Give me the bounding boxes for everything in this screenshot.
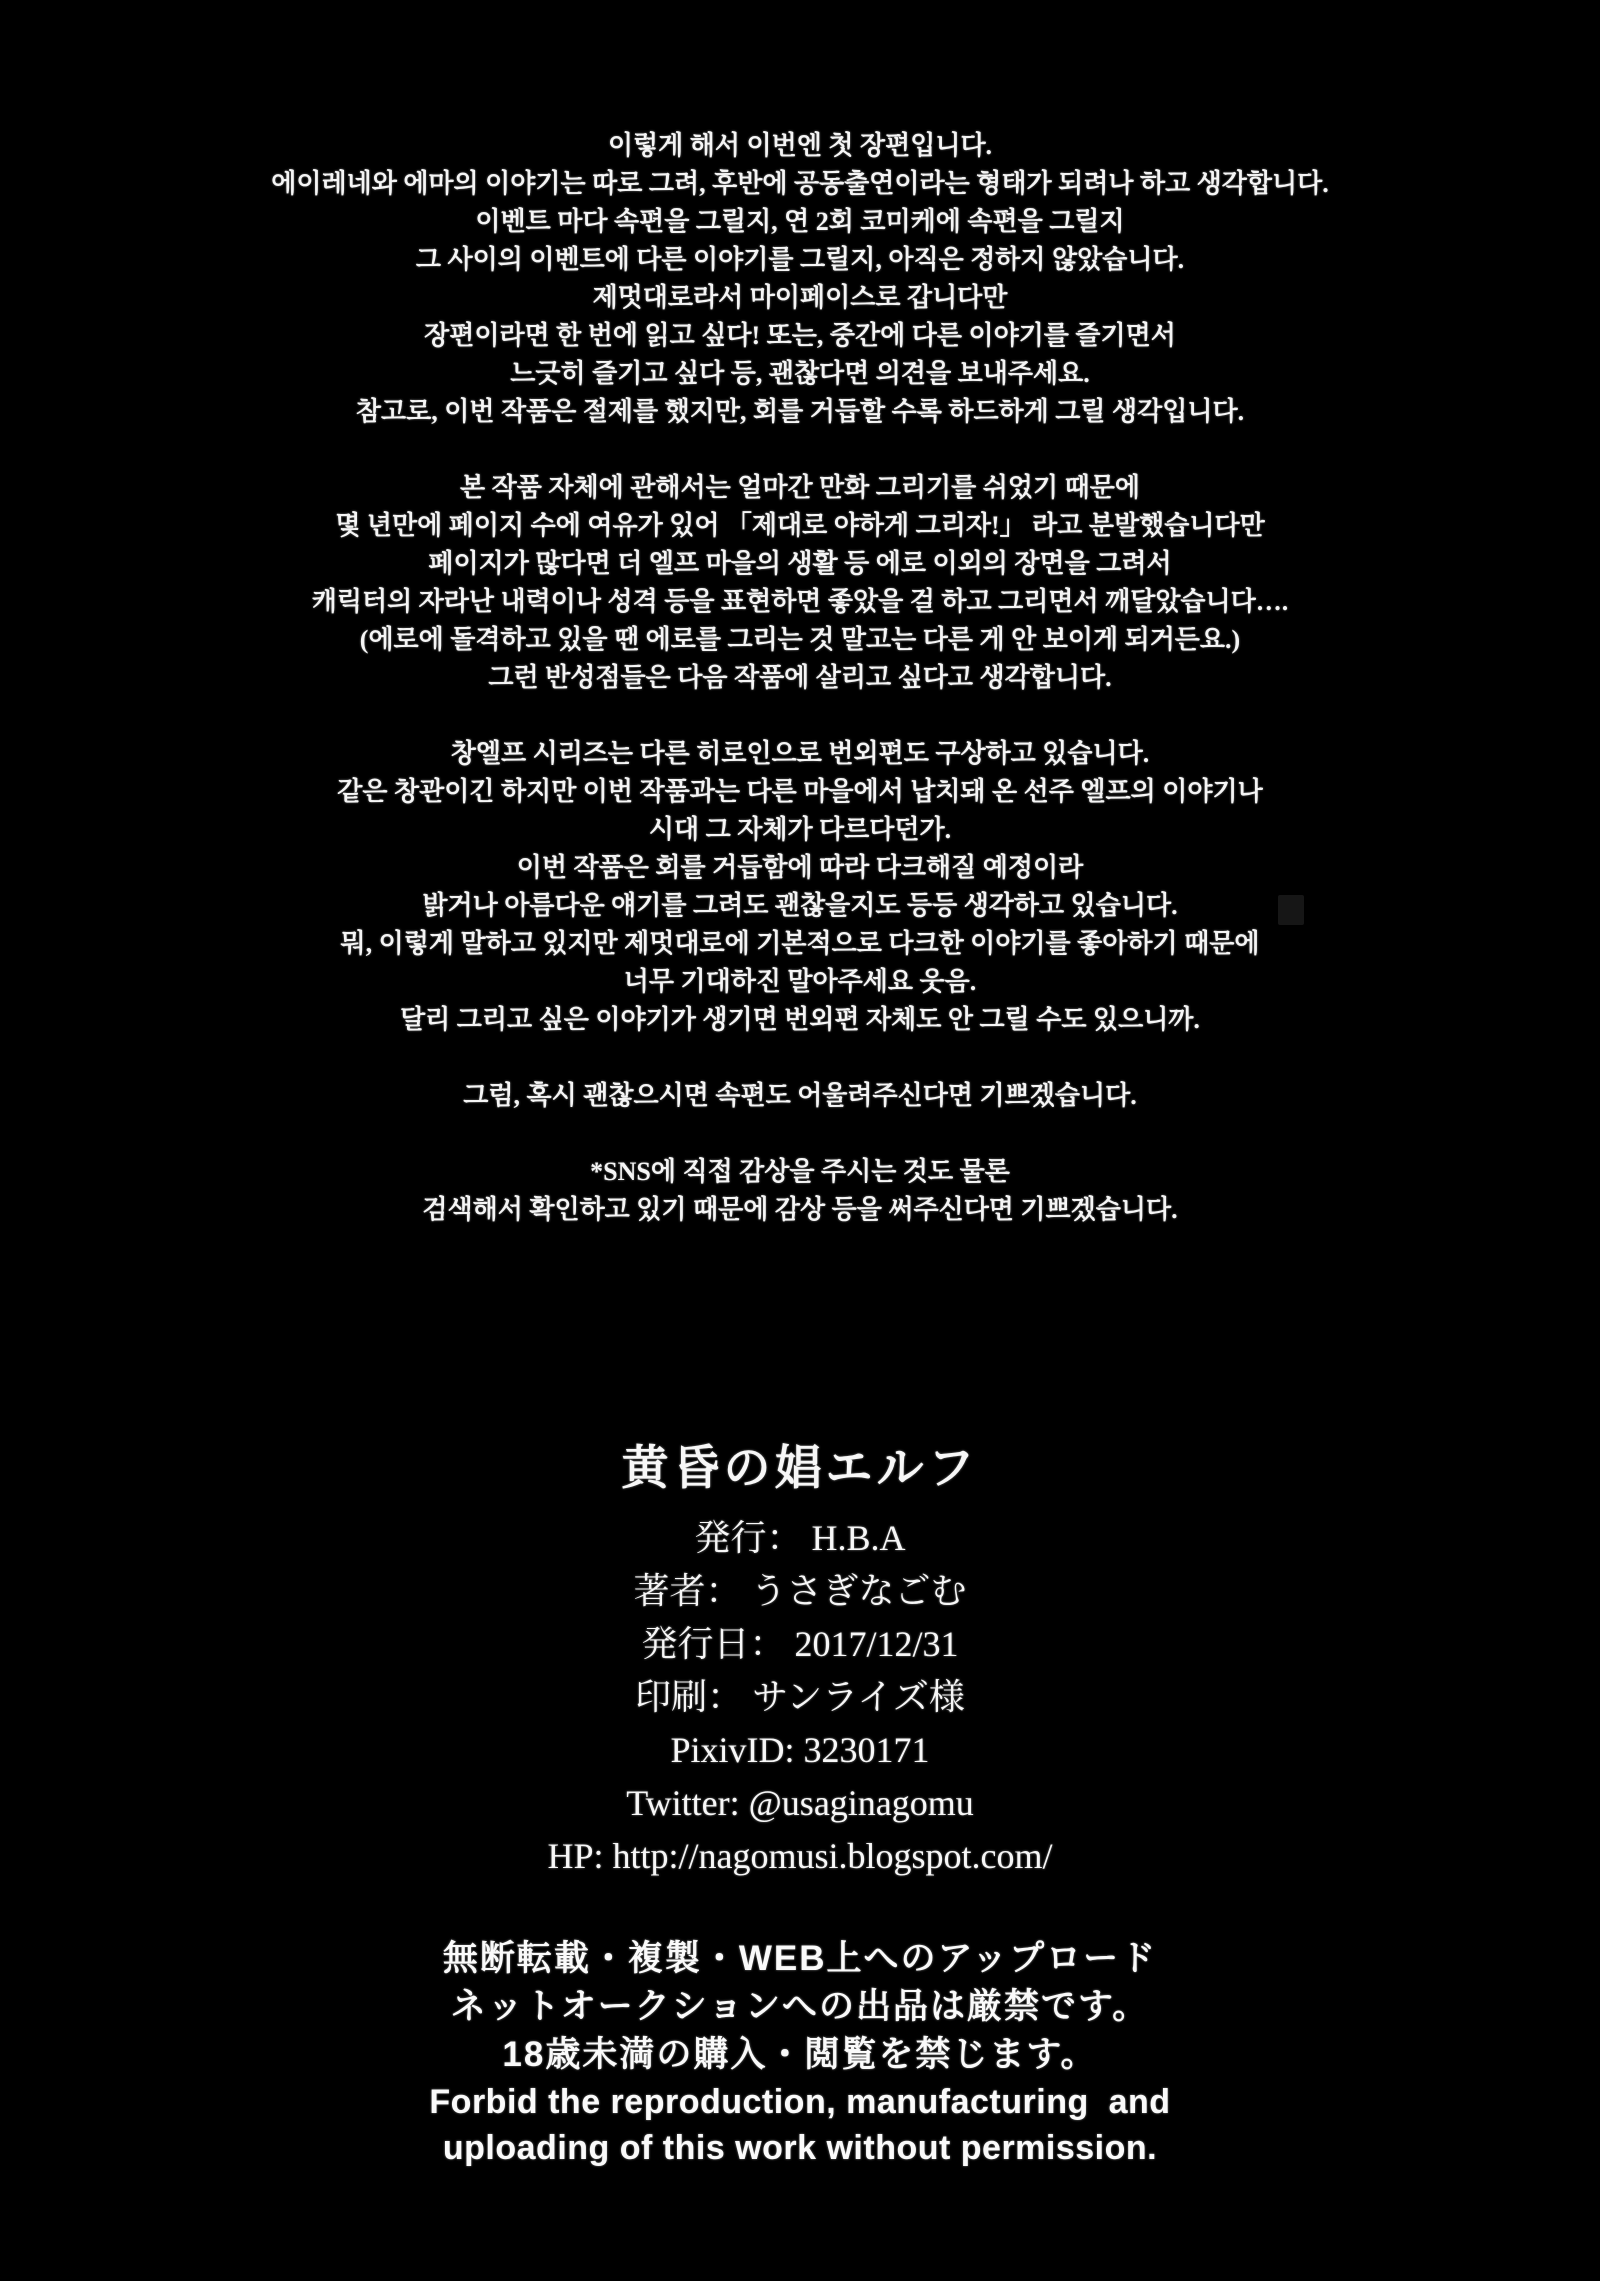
warning-line-jp: 無断転載・複製・WEB上へのアップロード (442, 1939, 1158, 1978)
afterword-line: 참고로, 이번 작품은 절제를 했지만, 회를 거듭할 수록 하드하게 그릴 생각입니다. (355, 397, 1245, 426)
afterword-paragraph-4 (0, 1077, 1600, 1115)
credit-twitter: Twitter: @usaginagomu (626, 1783, 974, 1823)
afterword-line: 장편이라면 한 번에 읽고 싶다! 또는, 중간에 다른 이야기를 즐기면서 (424, 321, 1176, 350)
afterword-paragraph-3 (0, 735, 1600, 1039)
afterword-line: 시대 그 자체가 다르다던가. (648, 815, 952, 844)
afterword-line: 밝거나 아름다운 얘기를 그려도 괜찮을지도 등등 생각하고 있습니다. (422, 891, 1178, 920)
afterword-paragraph-1 (0, 127, 1600, 431)
afterword-line: 페이지가 많다면 더 엘프 마을의 생활 등 에로 이외의 장면을 그려서 (428, 549, 1172, 578)
credit-author: 著者： うさぎなごむ (633, 1571, 967, 1611)
afterword-line: 이렇게 해서 이번엔 첫 장편입니다. (607, 131, 993, 160)
afterword-line: 제멋대로라서 마이페이스로 갑니다만 (592, 283, 1008, 312)
afterword-line: 이번 작품은 회를 거듭함에 따라 다크해질 예정이라 (516, 853, 1084, 882)
credit-homepage: HP: http://nagomusi.blogspot.com/ (547, 1836, 1053, 1876)
afterword-line: 검색해서 확인하고 있기 때문에 감상 등을 써주신다면 기쁘겠습니다. (422, 1195, 1178, 1224)
afterword-line: 그럼, 혹시 괜찮으시면 속편도 어울려주신다면 기쁘겠습니다. (463, 1081, 1137, 1110)
scan-artifact (1278, 895, 1304, 925)
afterword-line: 그 사이의 이벤트에 다른 이야기를 그릴지, 아직은 정하지 않았습니다. (415, 245, 1185, 274)
afterword-line: 뭐, 이렇게 말하고 있지만 제멋대로에 기본적으로 다크한 이야기를 좋아하기 때문에 (340, 929, 1260, 958)
warning-line-en: Forbid the reproduction, manufacturing and (429, 2083, 1171, 2121)
afterword-line: 너무 기대하진 말아주세요 웃음. (623, 967, 977, 996)
credit-pixiv-id: PixivID: 3230171 (670, 1730, 930, 1770)
credit-publish-date: 発行日： 2017/12/31 (641, 1624, 959, 1664)
afterword-line: 같은 창관이긴 하지만 이번 작품과는 다른 마을에서 납치돼 온 선주 엘프의 이야기나 (337, 777, 1263, 806)
afterword-line: 캐릭터의 자라난 내력이나 성격 등을 표현하면 좋았을 걸 하고 그리면서 깨달았습니다…. (311, 587, 1289, 616)
afterword-line: (에로에 돌격하고 있을 땐 에로를 그리는 것 말고는 다른 게 안 보이게 되거든요.) (359, 625, 1241, 654)
book-title: 黄昏の娼エルフ (621, 1443, 979, 1495)
warning-line-jp: 18歳未満の購入・閲覧を禁じます。 (502, 2035, 1098, 2074)
credit-publisher: 発行： H.B.A (694, 1518, 906, 1558)
afterword-line: 에이레네와 에마의 이야기는 따로 그려, 후반에 공동출연이라는 형태가 되려나 하고 생각합니다. (271, 169, 1329, 198)
afterword-line: 본 작품 자체에 관해서는 얼마간 만화 그리기를 쉬었기 때문에 (460, 473, 1140, 502)
afterword-line: *SNS에 직접 감상을 주시는 것도 물론 (590, 1157, 1010, 1186)
afterword-paragraph-2 (0, 469, 1600, 697)
afterword-line: 그런 반성점들은 다음 작품에 살리고 싶다고 생각합니다. (488, 663, 1112, 692)
afterword-line: 느긋히 즐기고 싶다 등, 괜찮다면 의견을 보내주세요. (510, 359, 1090, 388)
afterword-line: 창엘프 시리즈는 다른 히로인으로 번외편도 구상하고 있습니다. (450, 739, 1150, 768)
credits-block (0, 1431, 1600, 1883)
warning-line-en: uploading of this work without permission. (442, 2129, 1158, 2167)
copyright-warning-block (0, 1935, 1600, 2171)
afterword-line: 이벤트 마다 속편을 그릴지, 연 2회 코미케에 속편을 그릴지 (475, 207, 1125, 236)
warning-line-jp: ネットオークションへの出品は厳禁です。 (450, 1987, 1150, 2026)
afterword-line: 달리 그리고 싶은 이야기가 생기면 번외편 자체도 안 그릴 수도 있으니까. (400, 1005, 1200, 1034)
credit-printer: 印刷： サンライズ様 (635, 1677, 965, 1717)
afterword-paragraph-5 (0, 1153, 1600, 1229)
afterword-line: 몇 년만에 페이지 수에 여유가 있어 「제대로 야하게 그리자!」 라고 분발했습니다만 (335, 511, 1265, 540)
